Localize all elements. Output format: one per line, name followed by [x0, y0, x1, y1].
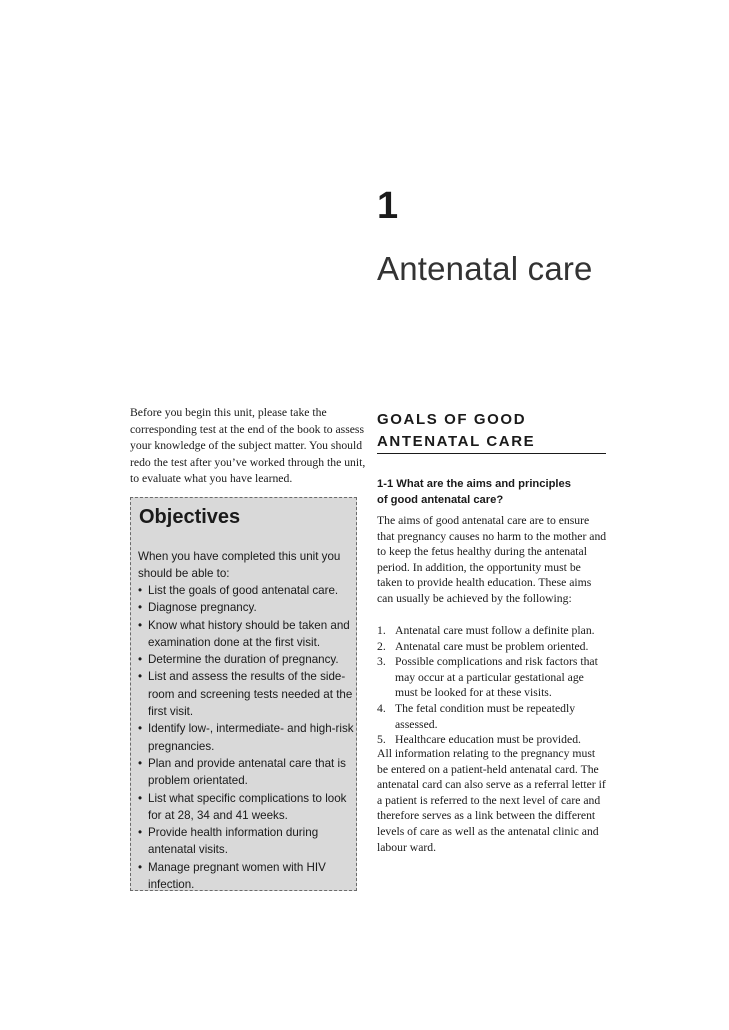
- aim-number: 3.: [377, 655, 386, 669]
- objective-item: [131, 582, 356, 599]
- objective-text-line: Determine the duration of pregnancy.: [148, 653, 339, 667]
- aim-text: The fetal condition must be repeatedly assessed.: [395, 701, 576, 731]
- objective-item: [131, 824, 356, 859]
- bullet-icon: •: [138, 722, 143, 736]
- bullet-icon: •: [138, 791, 143, 805]
- objective-item: [131, 790, 356, 825]
- question-line: 1-1 What are the aims and principles: [377, 478, 571, 490]
- objective-text-line: Know what history should be taken and: [148, 618, 350, 632]
- objective-text-line: infection.: [148, 878, 195, 892]
- bullet-icon: •: [138, 756, 143, 770]
- objective-text-line: Provide health information during: [148, 826, 319, 840]
- objectives-intro: [138, 548, 353, 582]
- section-heading-line: ANTENATAL CARE: [377, 433, 536, 450]
- chapter-title: Antenatal care: [377, 250, 593, 287]
- aim-number: 1.: [377, 624, 386, 637]
- objectives-box: [130, 497, 357, 891]
- bullet-icon: •: [138, 618, 143, 632]
- objective-text-line: List what specific complications to look: [148, 791, 347, 805]
- objective-item: [131, 668, 356, 720]
- objective-text-line: problem orientated.: [148, 774, 248, 788]
- objectives-intro-line: When you have completed this unit you: [138, 550, 341, 563]
- objectives-intro-line: should be able to:: [138, 567, 230, 580]
- objective-text-line: first visit.: [148, 705, 194, 719]
- intro-paragraph: Before you begin this unit, please take the corresponding test at the end of the book to assess your knowledge of the subject matter. You should redo the test after you’ve worked through the unit, to evaluate what you have learned.: [130, 406, 366, 485]
- objectives-heading: Objectives: [139, 506, 241, 528]
- aim-number: 4.: [377, 701, 386, 715]
- aims-list: [377, 623, 609, 748]
- aim-item: [377, 701, 609, 732]
- section-divider: [377, 453, 606, 454]
- objective-text-line: examination done at the first visit.: [148, 635, 321, 649]
- section-heading-line: GOALS OF GOOD: [377, 411, 527, 428]
- objective-text-line: for at 28, 34 and 41 weeks.: [148, 808, 288, 822]
- question-line: of good antenatal care?: [377, 493, 504, 506]
- bullet-icon: •: [138, 601, 143, 615]
- objective-text-line: pregnancies.: [148, 739, 215, 753]
- aim-number: 5.: [377, 733, 386, 747]
- objective-item: [131, 599, 356, 616]
- aim-item: [377, 639, 609, 655]
- objective-text-line: Plan and provide antenatal care that is: [148, 756, 346, 770]
- question-heading: [377, 477, 607, 508]
- bullet-icon: •: [138, 653, 143, 667]
- objective-text-line: Identify low-, intermediate- and high-risk: [148, 722, 354, 736]
- objective-item: [131, 859, 356, 894]
- objectives-list: [131, 582, 356, 893]
- objective-item: [131, 617, 356, 652]
- aim-number: 2.: [377, 639, 386, 653]
- objective-text-line: room and screening tests needed at the: [148, 687, 353, 701]
- objective-text-line: Diagnose pregnancy.: [148, 601, 257, 615]
- objective-item: [131, 755, 356, 790]
- objective-item: [131, 720, 356, 755]
- bullet-icon: •: [138, 670, 143, 684]
- paragraph-antenatal-card: All information relating to the pregnancy must be entered on a patient-held antenatal card. The antenatal card can also serve as a referral letter if a patient is referred to the next level of care and therefore serves as a link between the different levels of care as well as the antenatal clinic and labour ward.: [377, 747, 606, 854]
- aim-item: [377, 654, 609, 701]
- paragraph-aims: The aims of good antenatal care are to ensure that pregnancy causes no harm to the mother and to keep the fetus healthy during the antenatal period. In addition, the opportunity must be taken to provide health education. These aims can usually be achieved by the following:: [377, 514, 607, 605]
- aim-text: Antenatal care must be problem oriented.: [395, 639, 589, 653]
- objective-text-line: Manage pregnant women with HIV: [148, 860, 326, 874]
- aim-text: Possible complications and risk factors that may occur at a particular gestational age must be looked for at these visits.: [395, 655, 598, 700]
- section-heading: [377, 409, 606, 453]
- aim-text: Antenatal care must follow a definite plan.: [395, 624, 595, 637]
- bullet-icon: •: [138, 826, 143, 840]
- bullet-icon: •: [138, 860, 143, 874]
- aim-item: [377, 623, 609, 639]
- chapter-number: 1: [377, 185, 399, 227]
- aim-text: Healthcare education must be provided.: [395, 733, 581, 747]
- objective-text-line: List the goals of good antenatal care.: [148, 584, 339, 597]
- objective-text-line: antenatal visits.: [148, 843, 228, 857]
- objective-text-line: List and assess the results of the side-: [148, 670, 346, 684]
- objective-item: [131, 651, 356, 668]
- bullet-icon: •: [138, 584, 143, 597]
